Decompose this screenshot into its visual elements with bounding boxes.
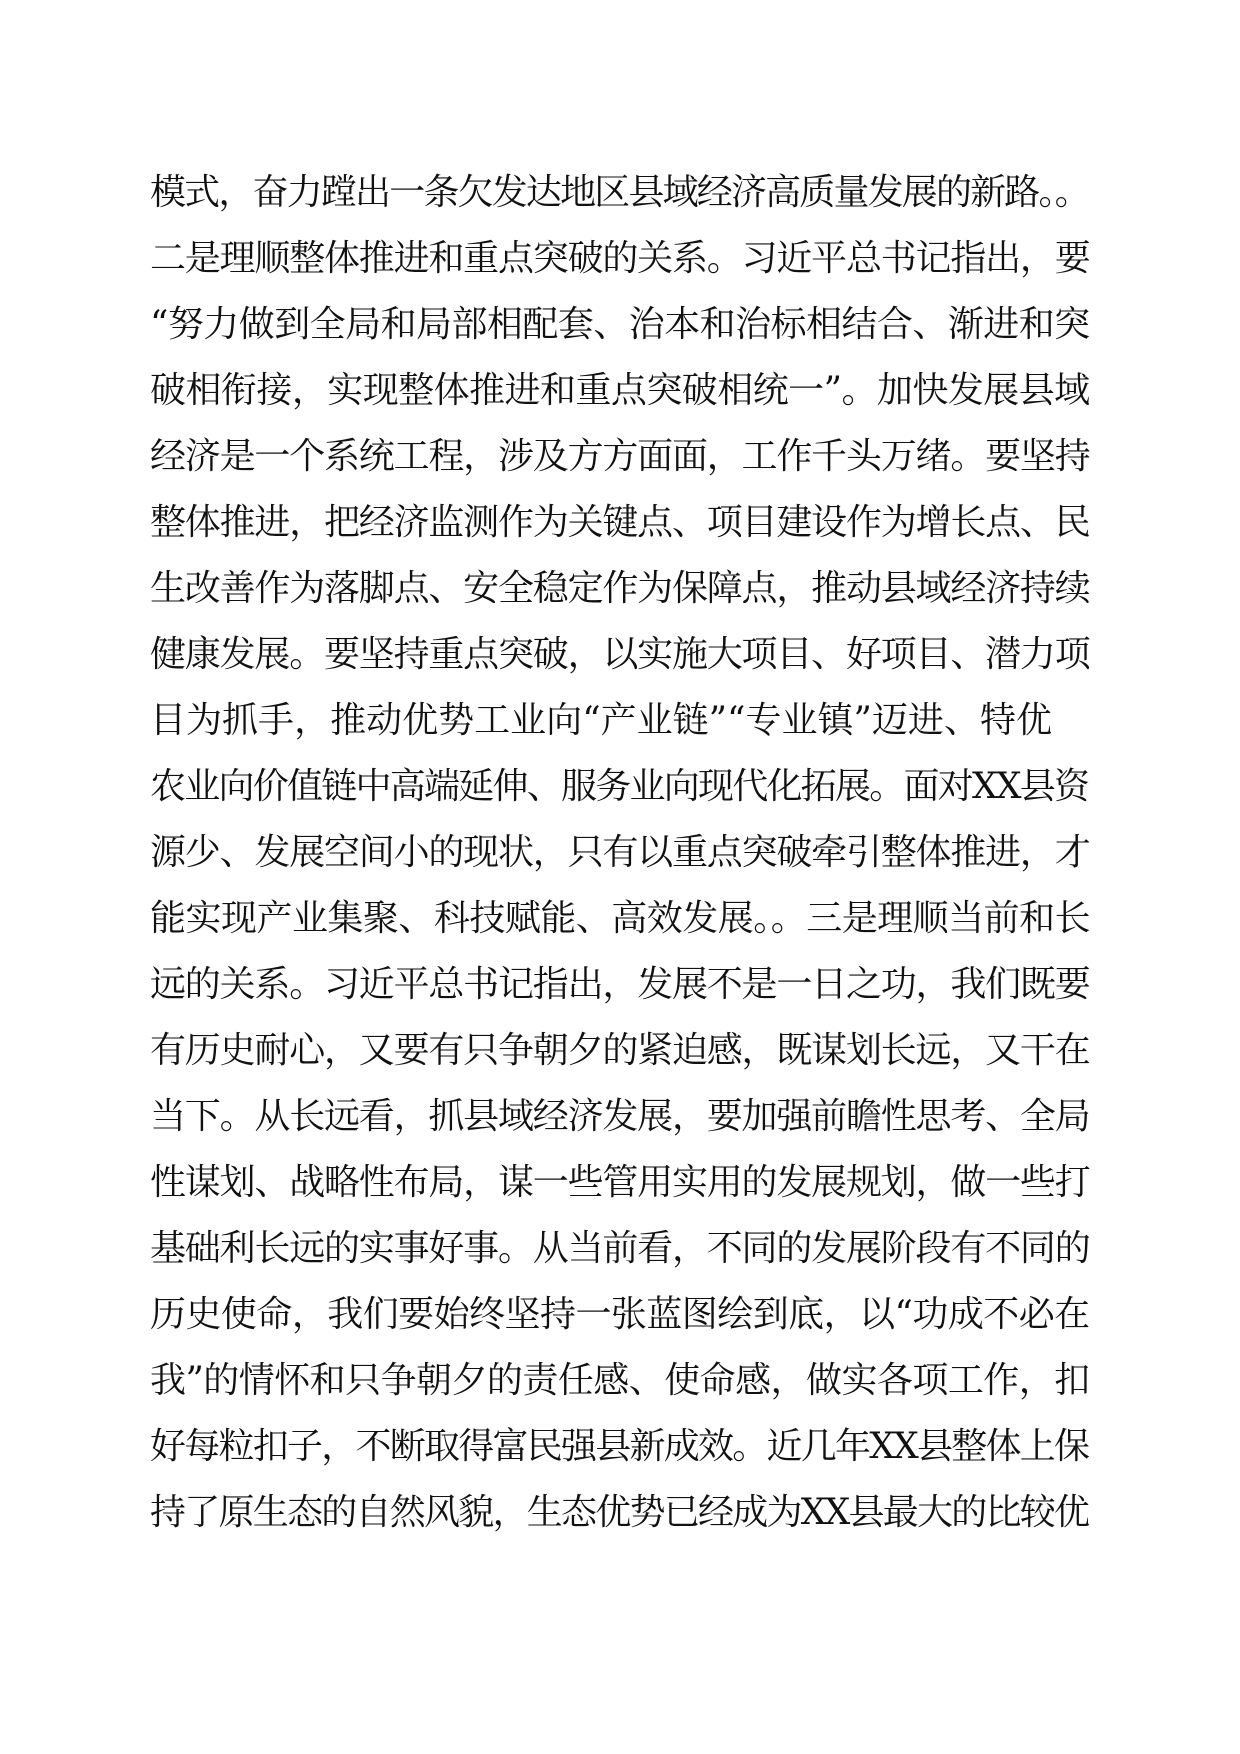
text-line: 生改善作为落脚点、安全稳定作为保障点，推动县域经济持续 (150, 568, 1091, 609)
text-line: 农业向价值链中高端延伸、服务业向现代化拓展。面对XX县资 (150, 766, 1091, 807)
text-line: 健康发展。要坚持重点突破，以实施大项目、好项目、潜力项 (150, 634, 1091, 675)
text-line: 基础利长远的实事好事。从当前看，不同的发展阶段有不同的 (150, 1228, 1091, 1269)
text-line: 持了原生态的自然风貌，生态优势已经成为XX县最大的比较优 (150, 1492, 1091, 1533)
text-line: 目为抓手，推动优势工业向“产业链”“专业镇”迈进、特优 (150, 700, 1052, 741)
text-line: 整体推进，把经济监测作为关键点、项目建设作为增长点、民 (150, 502, 1091, 543)
text-line: 有历史耐心，又要有只争朝夕的紧迫感，既谋划长远，又干在 (150, 1030, 1091, 1071)
text-line: 远的关系。习近平总书记指出，发展不是一日之功，我们既要 (150, 964, 1091, 1005)
text-line: 源少、发展空间小的现状，只有以重点突破牵引整体推进，才 (150, 832, 1091, 873)
text-line: 破相衔接，实现整体推进和重点突破相统一”。加快发展县域 (150, 370, 1091, 411)
text-line: “努力做到全局和局部相配套、治本和治标相结合、渐进和突 (150, 304, 1091, 345)
body-text (150, 160, 1090, 1546)
text-line: 二是理顺整体推进和重点突破的关系。习近平总书记指出，要 (150, 238, 1091, 279)
text-line: 模式，奋力蹚出一条欠发达地区县域经济高质量发展的新路。。 (150, 172, 1091, 213)
text-line: 性谋划、战略性布局，谋一些管用实用的发展规划，做一些打 (150, 1162, 1091, 1203)
text-line: 经济是一个系统工程，涉及方方面面，工作千头万绪。要坚持 (150, 436, 1091, 477)
text-line: 当下。从长远看，抓县域经济发展，要加强前瞻性思考、全局 (150, 1096, 1091, 1137)
text-line: 我”的情怀和只争朝夕的责任感、使命感，做实各项工作，扣 (150, 1360, 1091, 1401)
text-line: 历史使命，我们要始终坚持一张蓝图绘到底，以“功成不必在 (150, 1294, 1091, 1335)
text-line: 好每粒扣子，不断取得富民强县新成效。近几年XX县整体上保 (150, 1426, 1091, 1467)
text-line: 能实现产业集聚、科技赋能、高效发展。。三是理顺当前和长 (150, 898, 1091, 939)
